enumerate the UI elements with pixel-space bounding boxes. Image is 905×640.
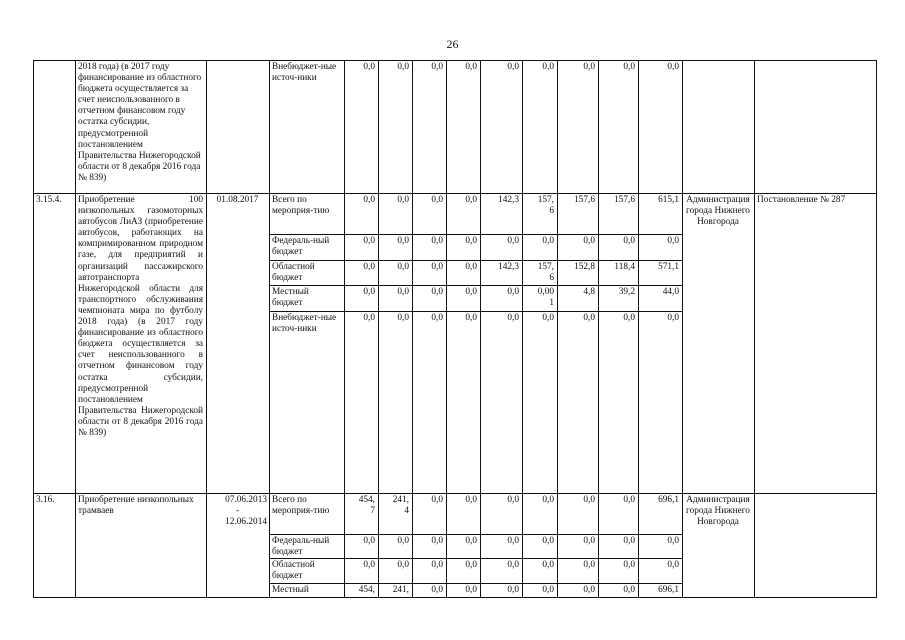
column-rule — [206, 60, 207, 597]
funding-value: 696,1 — [658, 495, 679, 505]
funding-value: 4,8 — [583, 287, 595, 297]
funding-value: 118,4 — [614, 262, 635, 272]
funding-value: 157,6 — [574, 195, 595, 205]
funding-value: 0,0 — [431, 262, 443, 272]
funding-value: 0,0 — [507, 560, 519, 570]
funding-value: 0,0 — [465, 287, 477, 297]
funding-value: 0,0 — [667, 313, 679, 323]
column-rule — [75, 60, 76, 597]
funding-value: 0,0 — [397, 195, 409, 205]
funding-value: 0,0 — [465, 536, 477, 546]
funding-value: 0,0 — [465, 262, 477, 272]
funding-value: 0,0 — [623, 585, 635, 595]
funding-source: Федераль-ный бюджет — [272, 236, 330, 258]
row-rule — [33, 193, 877, 194]
activity-description: Приобретение низкопольных трамваев — [78, 495, 194, 517]
funding-value: 0,0 — [583, 536, 595, 546]
funding-value: 0,0 — [507, 585, 519, 595]
funding-value: 0,0 — [623, 560, 635, 570]
funding-value: 696,1 — [658, 585, 679, 595]
funding-value: 157, 6 — [537, 262, 554, 284]
funding-value: 0,0 — [667, 62, 679, 72]
funding-value: 0,0 — [431, 495, 443, 505]
column-rule — [557, 60, 558, 597]
executor: Администрация города Нижнего Новгорода — [686, 195, 750, 228]
subrow-rule — [269, 311, 683, 312]
funding-source: Местный — [272, 585, 309, 595]
column-rule — [598, 60, 599, 597]
table-top-rule — [33, 60, 877, 61]
funding-value: 454, — [358, 585, 375, 595]
funding-value: 241, 4 — [392, 495, 409, 517]
funding-value: 0,0 — [363, 536, 375, 546]
funding-value: 0,0 — [465, 495, 477, 505]
column-rule — [638, 60, 639, 597]
column-rule — [446, 60, 447, 597]
funding-value: 0,0 — [583, 236, 595, 246]
funding-source: Областной бюджет — [272, 560, 315, 582]
column-rule — [876, 60, 877, 597]
funding-source: Внебюджет-ные источ-ники — [272, 62, 337, 84]
subrow-rule — [269, 534, 683, 535]
funding-value: 152,8 — [574, 262, 595, 272]
funding-value: 157, 6 — [537, 195, 554, 217]
funding-value: 0,0 — [397, 560, 409, 570]
funding-value: 0,0 — [363, 560, 375, 570]
item-code: 3.15.4. — [36, 195, 62, 205]
funding-value: 0,0 — [363, 195, 375, 205]
column-rule — [522, 60, 523, 597]
column-rule — [682, 60, 683, 597]
funding-value: 142,3 — [498, 195, 519, 205]
funding-value: 0,0 — [431, 585, 443, 595]
funding-value: 0,0 — [431, 62, 443, 72]
column-rule — [412, 60, 413, 597]
funding-value: 0,0 — [397, 536, 409, 546]
funding-source: Всего по мероприя-тию — [272, 195, 330, 217]
funding-value: 0,0 — [507, 62, 519, 72]
funding-value: 0,0 — [397, 262, 409, 272]
funding-value: 0,0 — [542, 313, 554, 323]
funding-value: 0,0 — [623, 495, 635, 505]
activity-period — [208, 495, 267, 528]
funding-value: 0,0 — [583, 62, 595, 72]
column-rule — [754, 60, 755, 597]
funding-value: 0,0 — [542, 536, 554, 546]
funding-source: Федераль-ный бюджет — [272, 536, 330, 558]
funding-value: 44,0 — [662, 287, 679, 297]
funding-value: 0,0 — [507, 536, 519, 546]
funding-value: 454, 7 — [358, 495, 375, 517]
funding-value: 0,0 — [583, 495, 595, 505]
funding-value: 0,0 — [431, 560, 443, 570]
funding-value: 0,0 — [507, 313, 519, 323]
funding-value: 157,6 — [614, 195, 635, 205]
funding-value: 0,0 — [583, 585, 595, 595]
funding-value: 0,0 — [623, 236, 635, 246]
period-date-sep: - — [235, 506, 240, 517]
activity-description: 2018 года) (в 2017 году финансирование из областного бюджета осуществляется за счет неиспользованного в отчетном финансовом году остатка субсидии, предусмотренной постановлением Правительства Нижегородской области от 8 декабря 2016 года № 839) — [78, 62, 202, 183]
funding-value: 0,0 — [623, 62, 635, 72]
funding-value: 0,0 — [465, 560, 477, 570]
funding-value: 0,0 — [542, 585, 554, 595]
funding-value: 0,0 — [431, 195, 443, 205]
funding-value: 0,0 — [465, 195, 477, 205]
funding-value: 0,0 — [397, 236, 409, 246]
funding-value: 0,0 — [583, 313, 595, 323]
column-rule — [344, 60, 345, 597]
funding-value: 0,0 — [623, 313, 635, 323]
funding-value: 0,0 — [363, 287, 375, 297]
funding-value: 0,0 — [431, 287, 443, 297]
column-rule — [33, 60, 34, 597]
subrow-rule — [269, 583, 683, 584]
funding-source: Местный бюджет — [272, 287, 309, 309]
funding-value: 0,0 — [583, 560, 595, 570]
funding-value: 0,0 — [363, 236, 375, 246]
funding-value: 0,0 — [667, 236, 679, 246]
funding-value: 142,3 — [498, 262, 519, 272]
page-number: 26 — [446, 37, 459, 51]
funding-value: 0,0 — [542, 236, 554, 246]
funding-value: 0,0 — [465, 62, 477, 72]
funding-value: 615,1 — [658, 195, 679, 205]
period-date-end: 12.06.2014 — [225, 517, 267, 528]
funding-value: 0,0 — [363, 62, 375, 72]
funding-value: 0,0 — [507, 495, 519, 505]
funding-value: 0,0 — [623, 536, 635, 546]
funding-value: 0,0 — [465, 313, 477, 323]
funding-value: 0,0 — [667, 536, 679, 546]
funding-value: 0,0 — [397, 287, 409, 297]
column-rule — [480, 60, 481, 597]
column-rule — [378, 60, 379, 597]
funding-value: 571,1 — [658, 262, 679, 272]
period-date-start: 07.06.2013 — [225, 495, 267, 505]
funding-value: 0,0 — [465, 236, 477, 246]
subrow-rule — [269, 260, 683, 261]
funding-source: Внебюджет-ные источ-ники — [272, 313, 337, 335]
funding-source: Всего по мероприя-тию — [272, 495, 330, 517]
activity-date: 01.08.2017 — [216, 195, 259, 205]
subrow-rule — [269, 285, 683, 286]
funding-value: 241, — [392, 585, 409, 595]
funding-value: 0,0 — [542, 62, 554, 72]
funding-value: 0,0 — [507, 236, 519, 246]
funding-value: 0,0 — [542, 560, 554, 570]
subrow-rule — [269, 234, 683, 235]
column-rule — [269, 60, 270, 597]
funding-value: 0,0 — [397, 313, 409, 323]
funding-value: 0,0 — [363, 313, 375, 323]
executor: Администрация города Нижнего Новгорода — [686, 495, 750, 528]
funding-value: 0,0 — [667, 560, 679, 570]
funding-value: 0,0 — [363, 262, 375, 272]
funding-value: 0,0 — [431, 313, 443, 323]
funding-value: 0,0 — [507, 287, 519, 297]
funding-value: 0,0 — [542, 495, 554, 505]
row-rule — [33, 493, 877, 494]
funding-value: 0,0 — [431, 236, 443, 246]
item-code: 3.16. — [36, 495, 55, 505]
funding-source: Областной бюджет — [272, 262, 315, 284]
funding-value: 0,0 — [465, 585, 477, 595]
funding-value: 0,00 1 — [537, 287, 554, 309]
funding-value: 0,0 — [431, 536, 443, 546]
activity-description: Приобретение 100 низкопольных газомоторных автобусов ЛиАЗ (приобретение автобусов, работающих на компримированном природном газе, для предприятий и организаций пассажирского автотранспорта Нижегородской области для транспортного обслуживания чемпионата мира по футболу 2018 года) (в 2017 году финансирование из областного бюджета осуществляется за счет неиспользованного в отчетном финансовом году остатка субсидии, предусмотренной постановлением Правительства Нижегородской области от 8 декабря 2016 года № 839) — [78, 195, 203, 438]
legal-document: Постановление № 287 — [757, 195, 846, 205]
funding-value: 0,0 — [397, 62, 409, 72]
table-bottom-rule — [33, 597, 877, 598]
funding-value: 39,2 — [618, 287, 635, 297]
